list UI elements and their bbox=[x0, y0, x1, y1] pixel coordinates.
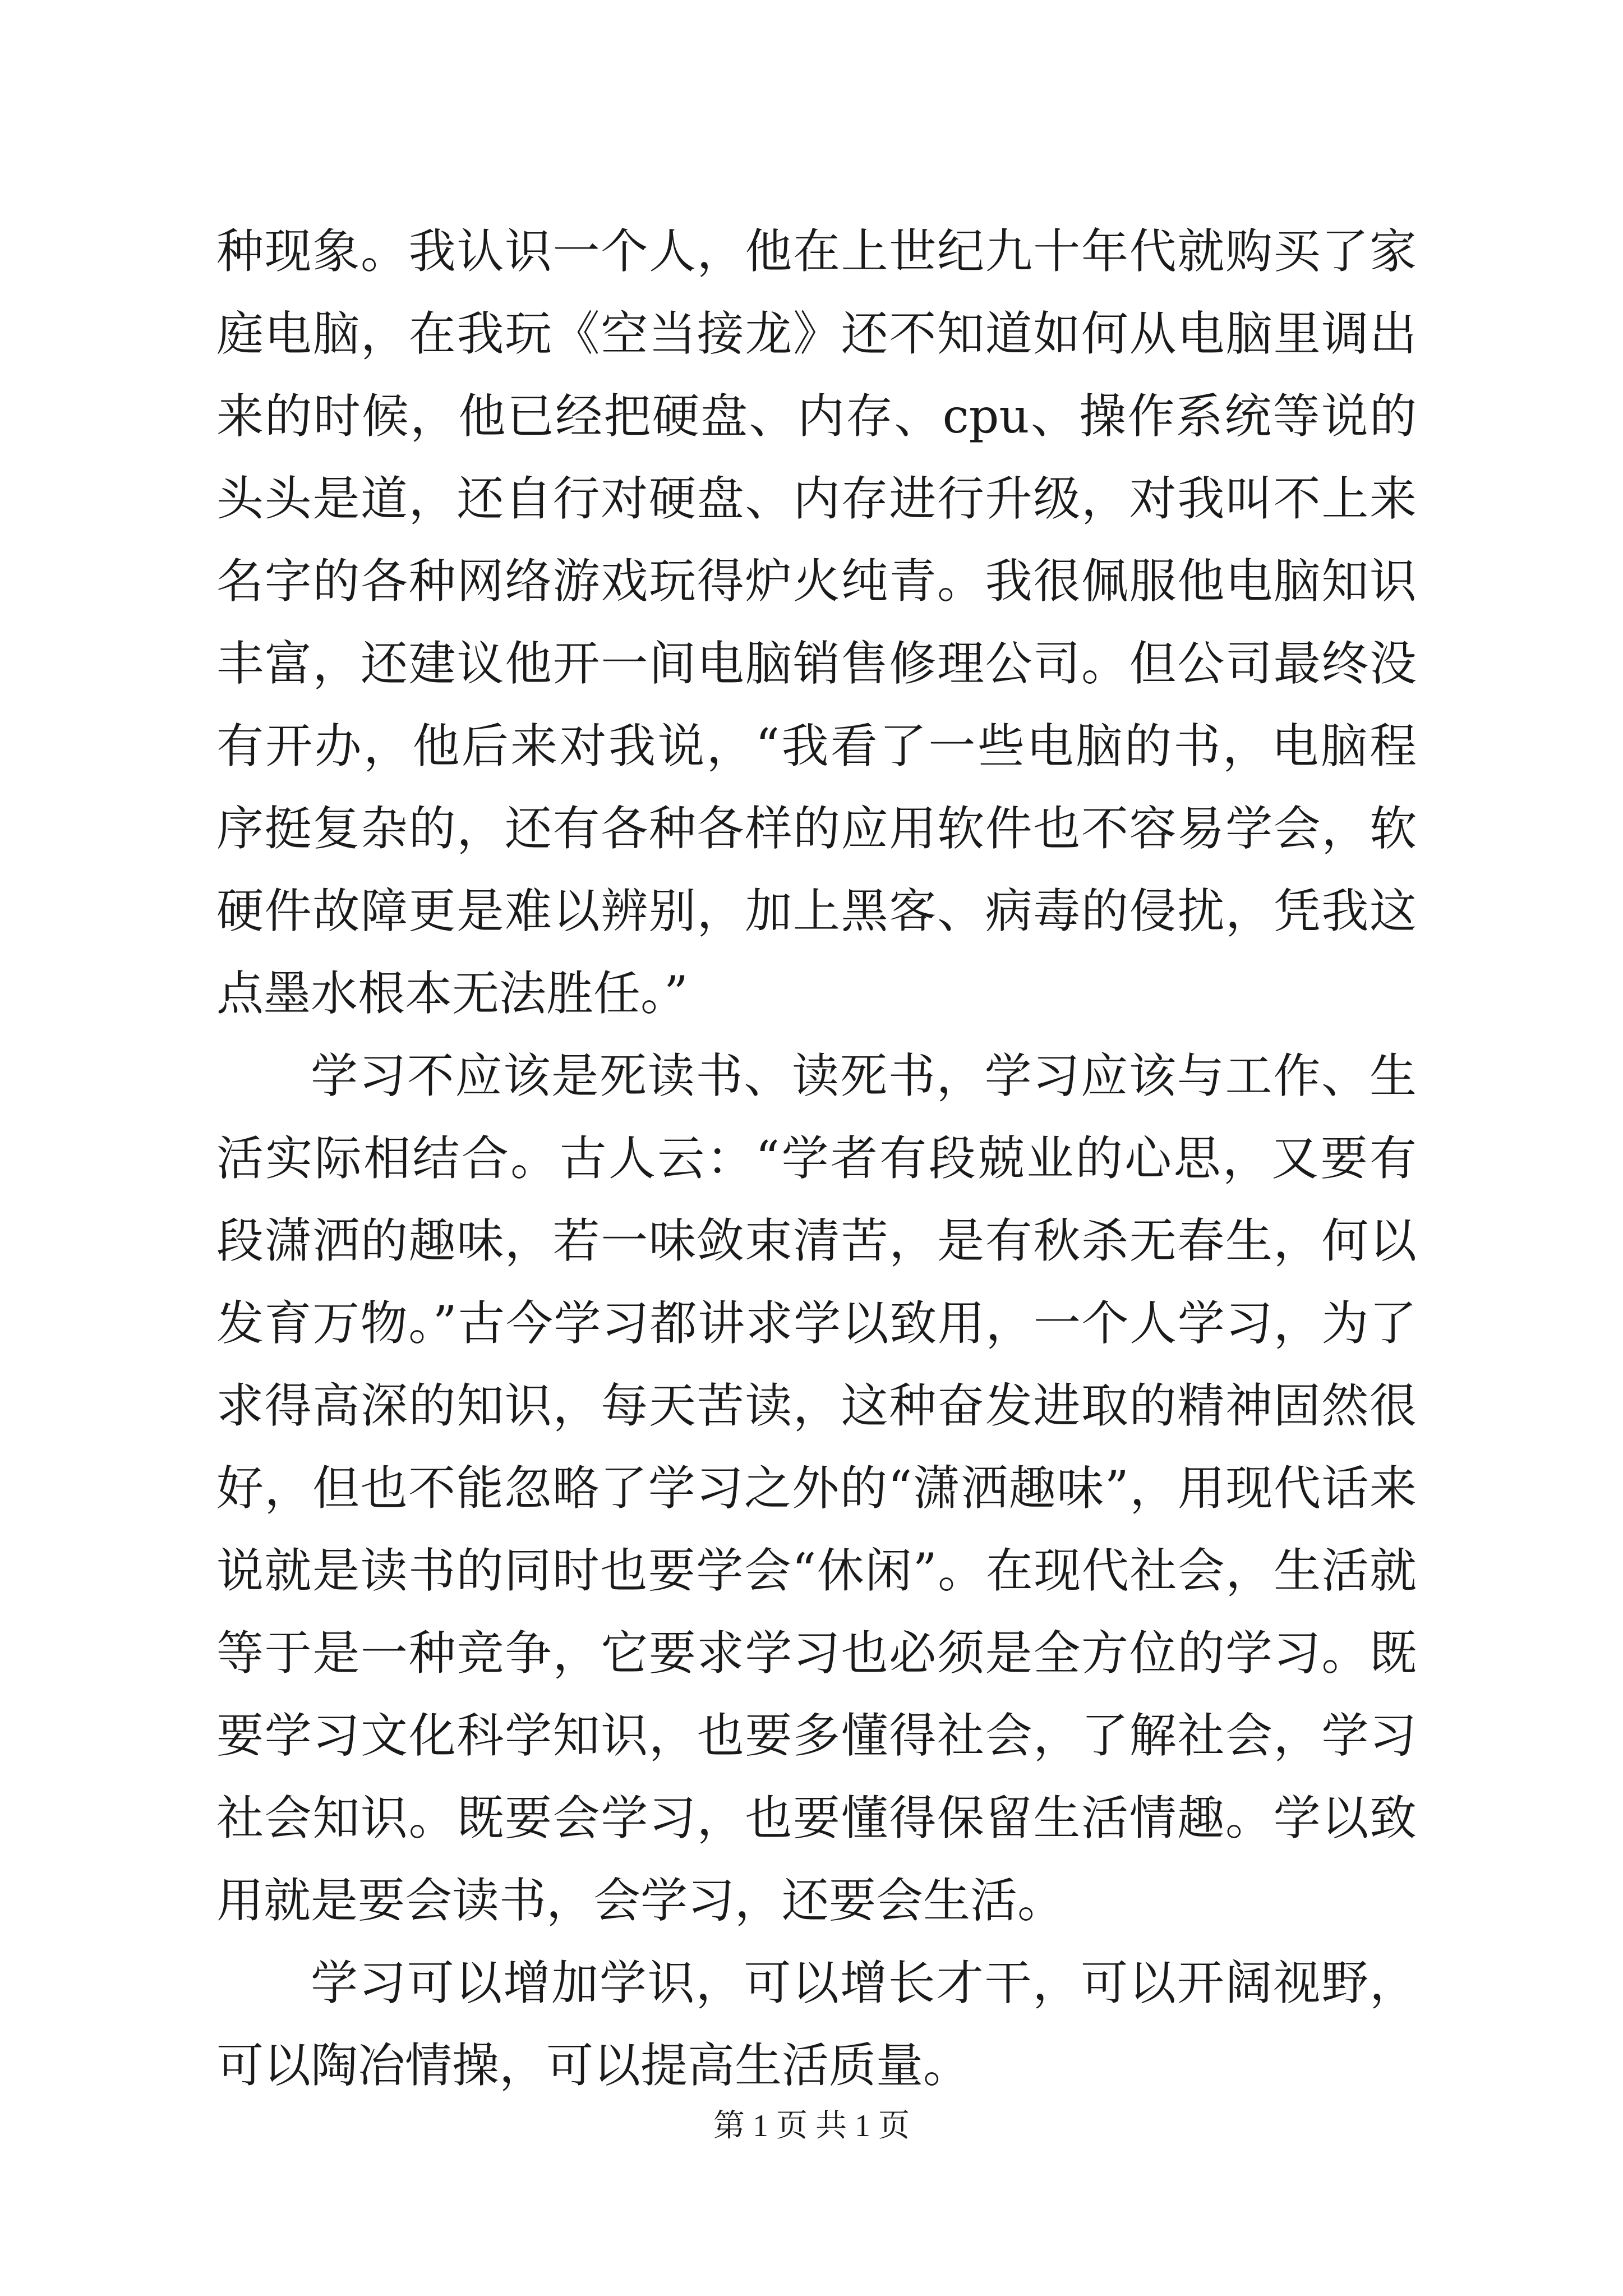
paragraph-continued: 种现象。我认识一个人，他在上世纪九十年代就购买了家庭电脑，在我玩《空当接龙》还不知道如何从电脑里调出来的时候，他已经把硬盘、内存、cpu、操作系统等说的头头是道，还自行对硬盘、内存进行升级，对我叫不上来名字的各种网络游戏玩得炉火纯青。我很佩服他电脑知识丰富，还建议他开一间电脑销售修理公司。但公司最终没有开办，他后来对我说，“我看了一些电脑的书，电脑程序挺复杂的，还有各种各样的应用软件也不容易学会，软硬件故障更是难以辨别，加上黑客、病毒的侵扰，凭我这点墨水根本无法胜任。” bbox=[216, 224, 1417, 1021]
paragraph: 学习可以增加学识，可以增长才干，可以开阔视野，可以陶冶情操，可以提高生活质量。 bbox=[216, 1955, 1417, 2093]
paragraph: 学习不应该是死读书、读死书，学习应该与工作、生活实际相结合。古人云：“学者有段兢业的心思，又要有段潇洒的趣味，若一味敛束清苦，是有秋杀无春生，何以发育万物。”古今学习都讲求学以致用，一个人学习，为了求得高深的知识，每天苦读，这种奋发进取的精神固然很好，但也不能忽略了学习之外的“潇洒趣味”，用现代话来说就是读书的同时也要学会“休闲”。在现代社会，生活就等于是一种竞争，它要求学习也必须是全方位的学习。既要学习文化科学知识，也要多懂得社会，了解社会，学习社会知识。既要会学习，也要懂得保留生活情趣。学以致用就是要会读书，会学习，还要会生活。 bbox=[216, 1048, 1417, 1928]
document-body bbox=[216, 210, 1417, 2107]
page-number-footer: 第 1 页 共 1 页 bbox=[713, 2109, 910, 2143]
